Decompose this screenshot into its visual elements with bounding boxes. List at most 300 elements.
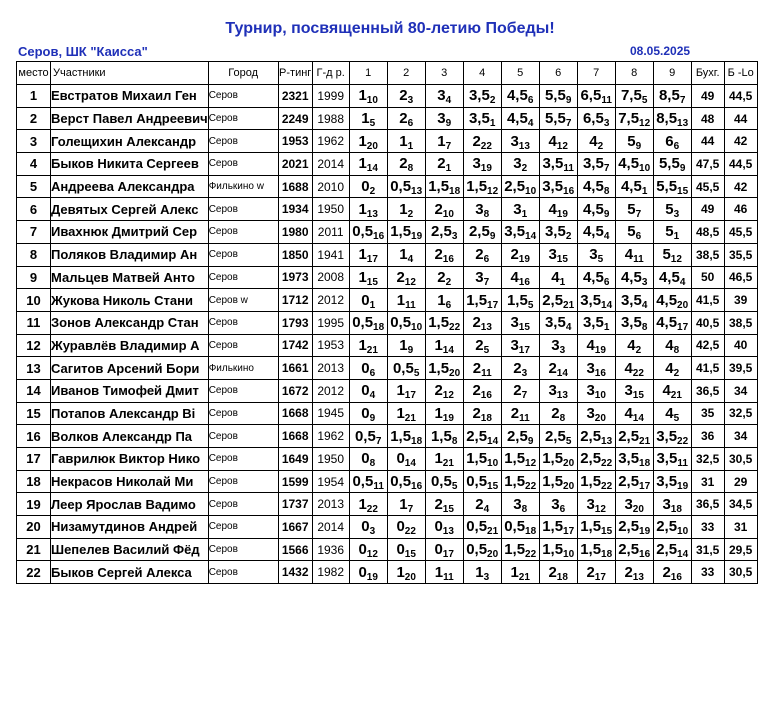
round-score: 3 [624, 495, 633, 513]
round-opponent: 3 [407, 95, 414, 107]
round-opponent: 1 [521, 208, 528, 220]
round-score: 0 [361, 404, 370, 422]
place-cell: 5 [17, 175, 51, 198]
round-opponent: 7 [635, 208, 642, 220]
header-row [17, 62, 758, 85]
round-result-cell [387, 221, 425, 244]
round-opponent: 2 [597, 140, 604, 152]
round-result-cell [425, 289, 463, 312]
round-opponent: 21 [366, 344, 378, 356]
round-result-cell [577, 425, 615, 448]
round-opponent: 6 [369, 367, 376, 379]
round-score: 0,5 [390, 473, 412, 491]
round-opponent: 2 [489, 95, 496, 107]
round-score: 6,5 [580, 87, 602, 105]
round-score: 5 [665, 200, 674, 218]
round-opponent: 19 [480, 163, 492, 175]
round-result-cell [425, 470, 463, 493]
round-score: 1 [399, 132, 408, 150]
round-score: 0,5 [390, 178, 412, 196]
round-opponent: 7 [679, 95, 686, 107]
round-opponent: 4 [407, 254, 414, 266]
round-score: 2,5 [618, 427, 640, 445]
round-score: 4,5 [582, 200, 604, 218]
city-cell: Серов [208, 198, 278, 221]
round-result-cell [425, 153, 463, 176]
round-score: 5 [627, 132, 636, 150]
birth-year-cell: 1988 [312, 107, 349, 130]
round-score: 4,5 [582, 178, 604, 196]
round-result-cell [577, 266, 615, 289]
round-score: 2 [399, 110, 408, 128]
round-opponent: 21 [518, 571, 530, 583]
round-result-cell [653, 561, 691, 584]
round-result-cell [539, 243, 577, 266]
round-result-cell [463, 357, 501, 380]
round-result-cell [425, 516, 463, 539]
round-opponent: 1 [445, 163, 452, 175]
round-score: 2 [548, 359, 557, 377]
round-opponent: 4 [483, 503, 490, 515]
table-row [17, 266, 758, 289]
round-score: 5,5 [544, 110, 566, 128]
city-cell: Серов [208, 85, 278, 108]
round-result-cell [501, 379, 539, 402]
round-opponent: 1 [369, 299, 376, 311]
round-score: 1 [434, 450, 443, 468]
rating-cell: 1973 [278, 266, 312, 289]
round-opponent: 17 [366, 254, 378, 266]
rating-cell: 1432 [278, 561, 312, 584]
round-score: 1 [399, 336, 408, 354]
round-opponent: 10 [411, 322, 423, 334]
round-result-cell [387, 516, 425, 539]
place-cell: 4 [17, 153, 51, 176]
round-opponent: 18 [601, 549, 613, 561]
round-result-cell [653, 334, 691, 357]
round-score: 2,5 [618, 541, 640, 559]
header-birth-year: Г-д р. [312, 62, 349, 85]
round-score: 1,5 [430, 427, 452, 445]
place-cell: 13 [17, 357, 51, 380]
city-cell: Серов [208, 561, 278, 584]
round-opponent: 6 [407, 118, 414, 130]
round-score: 1 [358, 336, 367, 354]
buchholz-cell: 49 [691, 85, 724, 108]
rating-cell: 1566 [278, 538, 312, 561]
round-result-cell [577, 448, 615, 471]
round-score: 3 [437, 110, 446, 128]
table-row [17, 379, 758, 402]
round-score: 3,5 [544, 223, 566, 241]
round-result-cell [425, 448, 463, 471]
city-cell: Филькино [208, 357, 278, 380]
round-opponent: 19 [411, 231, 423, 243]
round-opponent: 11 [601, 95, 612, 107]
venue-label: Серов, ШК "Каисса" [18, 44, 148, 59]
round-score: 2 [475, 495, 484, 513]
round-score: 3 [513, 155, 522, 173]
round-opponent: 22 [601, 458, 613, 470]
round-opponent: 2 [369, 186, 376, 198]
round-opponent: 13 [480, 322, 492, 334]
round-result-cell [501, 470, 539, 493]
round-score: 4 [627, 336, 636, 354]
round-opponent: 11 [481, 367, 492, 379]
place-cell: 10 [17, 289, 51, 312]
round-opponent: 12 [594, 503, 606, 515]
round-opponent: 11 [677, 458, 688, 470]
buchholz-cell: 36,5 [691, 379, 724, 402]
round-opponent: 15 [556, 254, 568, 266]
round-opponent: 17 [518, 344, 530, 356]
round-result-cell [577, 221, 615, 244]
birth-year-cell: 1950 [312, 198, 349, 221]
round-score: 3 [662, 495, 671, 513]
table-row [17, 561, 758, 584]
rating-cell: 1668 [278, 402, 312, 425]
round-score: 1,5 [466, 178, 488, 196]
round-opponent: 1 [407, 140, 414, 152]
round-result-cell [425, 425, 463, 448]
round-opponent: 10 [442, 208, 454, 220]
round-result-cell [387, 130, 425, 153]
round-result-cell [425, 311, 463, 334]
round-opponent: 9 [679, 163, 686, 175]
round-score: 2 [434, 246, 443, 264]
rating-cell: 2021 [278, 153, 312, 176]
buchholz-cell: 41,5 [691, 357, 724, 380]
round-result-cell [577, 130, 615, 153]
place-cell: 2 [17, 107, 51, 130]
birth-year-cell: 2013 [312, 493, 349, 516]
buchholz-cell: 36 [691, 425, 724, 448]
round-result-cell [653, 516, 691, 539]
round-score: 3 [475, 200, 484, 218]
round-result-cell [425, 198, 463, 221]
round-result-cell [539, 221, 577, 244]
round-score: 0 [358, 563, 367, 581]
city-cell: Серов [208, 448, 278, 471]
round-opponent: 3 [369, 526, 376, 538]
birth-year-cell: 2014 [312, 516, 349, 539]
round-opponent: 11 [443, 571, 454, 583]
round-result-cell [615, 311, 653, 334]
tournament-date: 08.05.2025 [630, 44, 691, 58]
participant-name: Ивахнюк Дмитрий Сер [51, 221, 209, 244]
participant-name: Верст Павел Андреевич [51, 107, 209, 130]
round-score: 4 [665, 359, 674, 377]
round-result-cell [539, 402, 577, 425]
round-score: 3 [624, 382, 633, 400]
round-score: 2 [513, 359, 522, 377]
round-opponent: 19 [518, 254, 530, 266]
b-lo-cell: 34,5 [724, 493, 757, 516]
rating-cell: 1934 [278, 198, 312, 221]
rating-cell: 1953 [278, 130, 312, 153]
city-cell: Серов w [208, 289, 278, 312]
round-opponent: 18 [449, 186, 461, 198]
round-result-cell [349, 379, 387, 402]
round-result-cell [501, 266, 539, 289]
round-score: 3,5 [542, 178, 564, 196]
round-score: 2 [472, 404, 481, 422]
round-opponent: 22 [404, 526, 416, 538]
header-round-8: 8 [615, 62, 653, 85]
round-result-cell [615, 107, 653, 130]
round-opponent: 5 [369, 118, 376, 130]
city-cell: Серов [208, 470, 278, 493]
birth-year-cell: 1954 [312, 470, 349, 493]
table-row [17, 130, 758, 153]
round-opponent: 9 [565, 95, 572, 107]
round-score: 6 [665, 132, 674, 150]
round-score: 3 [548, 246, 557, 264]
participant-name: Быков Никита Сергеев [51, 153, 209, 176]
round-score: 1 [396, 291, 406, 309]
round-score: 1,5 [390, 427, 412, 445]
round-opponent: 6 [603, 276, 610, 288]
round-opponent: 6 [559, 503, 566, 515]
round-score: 1,5 [466, 291, 488, 309]
round-score: 2 [472, 382, 481, 400]
buchholz-cell: 35 [691, 402, 724, 425]
round-opponent: 6 [483, 254, 490, 266]
round-opponent: 13 [442, 526, 454, 538]
header-round-9: 9 [653, 62, 691, 85]
b-lo-cell: 34 [724, 425, 757, 448]
round-opponent: 21 [404, 412, 416, 424]
round-opponent: 2 [521, 163, 528, 175]
round-result-cell [501, 243, 539, 266]
round-result-cell [463, 153, 501, 176]
round-result-cell [653, 425, 691, 448]
round-opponent: 22 [449, 322, 461, 334]
round-opponent: 6 [527, 95, 534, 107]
city-cell: Серов [208, 153, 278, 176]
round-score: 3 [586, 495, 595, 513]
round-opponent: 21 [670, 390, 682, 402]
round-opponent: 10 [366, 95, 378, 107]
round-opponent: 8 [641, 322, 648, 334]
round-score: 3 [589, 246, 598, 264]
participant-name: Журавлёв Владимир А [51, 334, 209, 357]
round-result-cell [387, 107, 425, 130]
table-row [17, 448, 758, 471]
round-score: 1 [396, 404, 405, 422]
round-result-cell [463, 561, 501, 584]
round-result-cell [577, 243, 615, 266]
round-opponent: 21 [563, 299, 575, 311]
table-row [17, 357, 758, 380]
b-lo-cell: 32,5 [724, 402, 757, 425]
round-score: 4 [589, 132, 598, 150]
round-result-cell [615, 448, 653, 471]
round-score: 3 [548, 382, 557, 400]
table-row [17, 425, 758, 448]
round-opponent: 15 [404, 549, 416, 561]
round-opponent: 14 [366, 163, 378, 175]
round-result-cell [653, 493, 691, 516]
round-opponent: 11 [373, 481, 384, 493]
rating-cell: 1667 [278, 516, 312, 539]
round-score: 3 [586, 404, 595, 422]
round-result-cell [501, 561, 539, 584]
birth-year-cell: 2011 [312, 221, 349, 244]
round-score: 2 [399, 87, 408, 105]
round-opponent: 10 [525, 186, 537, 198]
round-result-cell [615, 357, 653, 380]
b-lo-cell: 29,5 [724, 538, 757, 561]
round-score: 1 [358, 246, 367, 264]
b-lo-cell: 39,5 [724, 357, 757, 380]
round-result-cell [653, 289, 691, 312]
round-result-cell [653, 221, 691, 244]
round-result-cell [577, 470, 615, 493]
round-opponent: 2 [565, 231, 572, 243]
round-score: 1,5 [506, 291, 528, 309]
participant-name: Иванов Тимофей Дмит [51, 379, 209, 402]
round-opponent: 10 [639, 163, 651, 175]
round-result-cell [349, 516, 387, 539]
round-result-cell [577, 379, 615, 402]
round-score: 2 [510, 246, 519, 264]
round-score: 2 [548, 563, 557, 581]
round-opponent: 19 [639, 526, 651, 538]
round-score: 5,5 [656, 178, 678, 196]
participant-name: Шепелев Василий Фёд [51, 538, 209, 561]
round-score: 4 [624, 404, 633, 422]
city-cell: Серов [208, 107, 278, 130]
round-opponent: 7 [603, 163, 610, 175]
b-lo-cell: 42 [724, 175, 757, 198]
round-result-cell [539, 130, 577, 153]
city-cell: Серов [208, 130, 278, 153]
round-opponent: 5 [483, 344, 490, 356]
round-opponent: 8 [521, 503, 528, 515]
buchholz-cell: 50 [691, 266, 724, 289]
round-score: 2,5 [468, 223, 490, 241]
birth-year-cell: 1936 [312, 538, 349, 561]
round-score: 2,5 [504, 178, 526, 196]
table-row [17, 153, 758, 176]
b-lo-cell: 45,5 [724, 221, 757, 244]
place-cell: 3 [17, 130, 51, 153]
birth-year-cell: 2014 [312, 153, 349, 176]
table-body [17, 85, 758, 584]
round-score: 2,5 [618, 473, 640, 491]
round-result-cell [539, 289, 577, 312]
round-score: 2 [475, 246, 484, 264]
round-score: 3 [437, 87, 446, 105]
round-score: 0,5 [352, 473, 374, 491]
round-opponent: 1 [641, 186, 648, 198]
round-opponent: 3 [483, 571, 490, 583]
round-opponent: 13 [556, 390, 568, 402]
round-opponent: 15 [632, 390, 644, 402]
header-b-lo: Б -Lo [724, 62, 757, 85]
round-result-cell [615, 561, 653, 584]
round-result-cell [349, 175, 387, 198]
round-opponent: 12 [366, 549, 378, 561]
round-score: 3,5 [468, 110, 490, 128]
round-result-cell [501, 402, 539, 425]
round-score: 2,5 [580, 450, 602, 468]
place-cell: 14 [17, 379, 51, 402]
round-opponent: 7 [445, 140, 452, 152]
round-result-cell [539, 153, 577, 176]
birth-year-cell: 2010 [312, 175, 349, 198]
round-result-cell [501, 516, 539, 539]
header-round-6: 6 [539, 62, 577, 85]
round-result-cell [501, 85, 539, 108]
round-result-cell [539, 561, 577, 584]
round-opponent: 5 [597, 254, 604, 266]
birth-year-cell: 2012 [312, 289, 349, 312]
participant-name: Голещихин Александр [51, 130, 209, 153]
round-opponent: 1 [673, 231, 680, 243]
round-result-cell [615, 470, 653, 493]
round-score: 6,5 [582, 110, 604, 128]
round-opponent: 13 [632, 571, 644, 583]
standings-table [16, 61, 758, 584]
participant-name: Зонов Александр Стан [51, 311, 209, 334]
round-opponent: 20 [487, 549, 499, 561]
round-opponent: 14 [556, 367, 568, 379]
city-cell: Серов [208, 311, 278, 334]
round-opponent: 7 [375, 435, 382, 447]
round-result-cell [463, 175, 501, 198]
round-opponent: 16 [442, 254, 454, 266]
round-score: 5,5 [544, 87, 566, 105]
round-opponent: 21 [442, 458, 454, 470]
round-result-cell [349, 425, 387, 448]
round-score: 2 [472, 359, 482, 377]
round-score: 1,5 [580, 518, 602, 536]
participant-name: Девятых Сергей Алекс [51, 198, 209, 221]
round-result-cell [577, 107, 615, 130]
round-score: 2,5 [656, 541, 678, 559]
round-score: 1 [358, 87, 367, 105]
buchholz-cell: 41,5 [691, 289, 724, 312]
round-opponent: 3 [603, 118, 610, 130]
round-result-cell [653, 243, 691, 266]
round-score: 3 [510, 336, 519, 354]
round-opponent: 16 [594, 367, 606, 379]
round-opponent: 5 [451, 481, 458, 493]
b-lo-cell: 46,5 [724, 266, 757, 289]
round-score: 4 [665, 404, 674, 422]
round-score: 1 [396, 382, 405, 400]
round-opponent: 12 [404, 276, 416, 288]
round-score: 0 [396, 518, 405, 536]
round-opponent: 7 [565, 118, 572, 130]
round-result-cell [387, 266, 425, 289]
buchholz-cell: 36,5 [691, 493, 724, 516]
birth-year-cell: 1950 [312, 448, 349, 471]
round-opponent: 2 [445, 276, 452, 288]
round-opponent: 6 [635, 231, 642, 243]
round-opponent: 13 [677, 118, 689, 130]
round-score: 1 [399, 246, 408, 264]
city-cell: Серов [208, 334, 278, 357]
round-score: 3 [510, 132, 519, 150]
round-opponent: 21 [487, 526, 499, 538]
round-score: 2 [624, 563, 633, 581]
b-lo-cell: 35,5 [724, 243, 757, 266]
round-result-cell [539, 516, 577, 539]
round-score: 2,5 [656, 518, 678, 536]
